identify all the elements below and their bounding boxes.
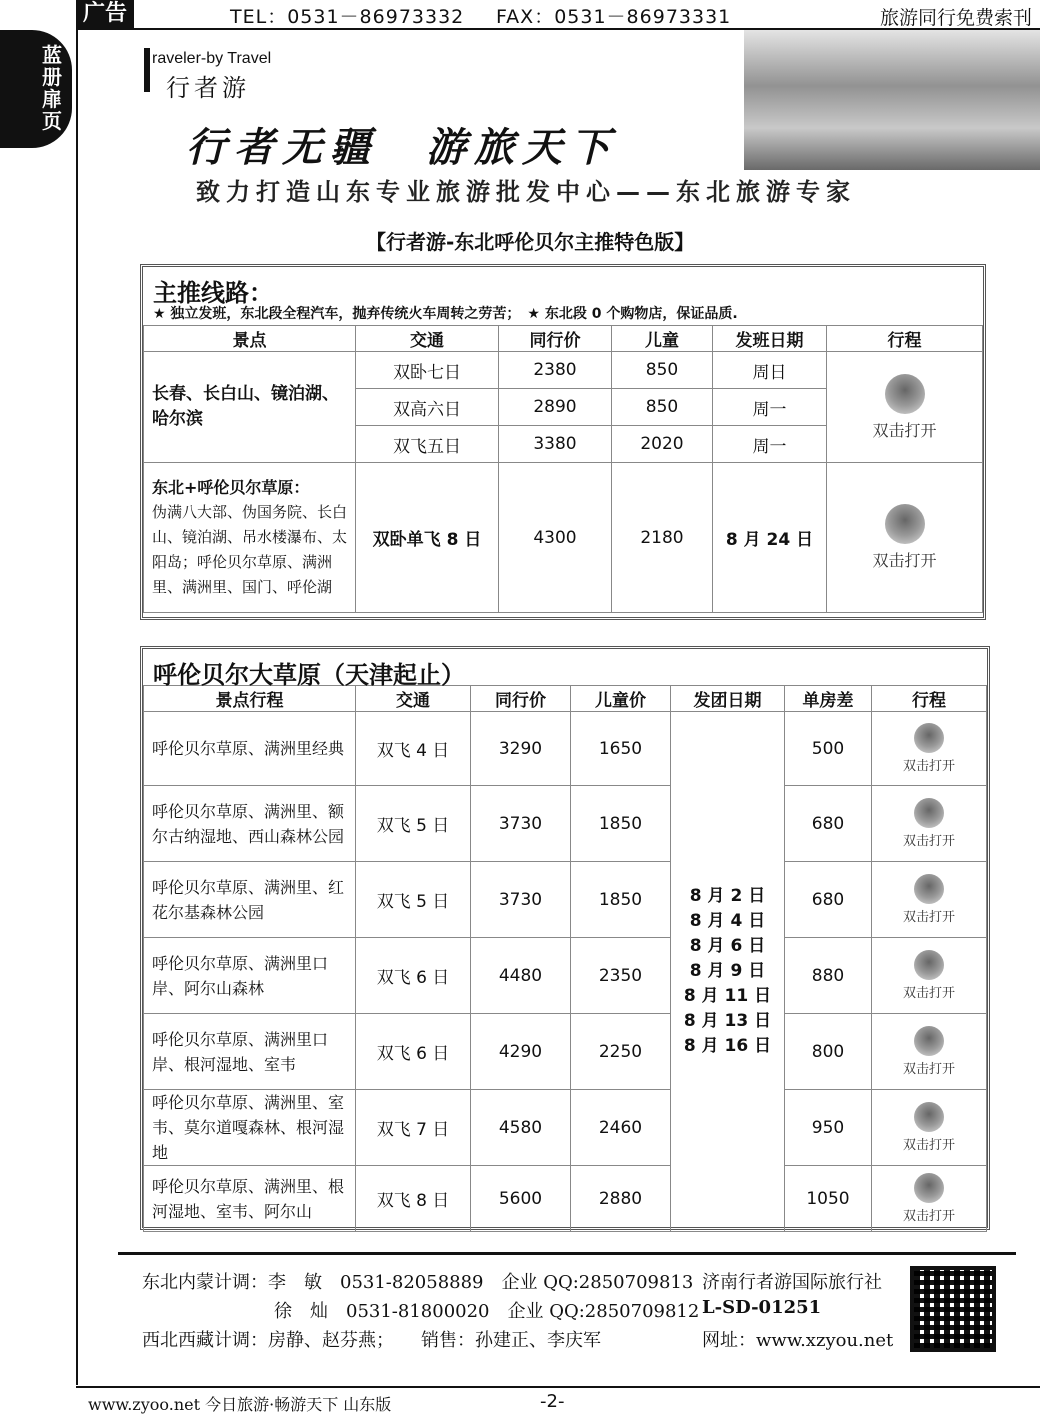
price-cell: 4290 bbox=[471, 1014, 571, 1090]
qr-code-icon bbox=[910, 1266, 996, 1352]
table-row bbox=[144, 938, 987, 1014]
price-cell: 4580 bbox=[471, 1090, 571, 1166]
frame-line bbox=[76, 30, 78, 1385]
price-cell: 3380 bbox=[499, 426, 612, 463]
open-itinerary-button[interactable]: 双击打开 bbox=[872, 786, 987, 862]
date-cell: 周一 bbox=[713, 426, 827, 463]
dates-cell bbox=[671, 712, 785, 1232]
single-cell: 500 bbox=[785, 712, 872, 786]
edition-title: 【行者游-东北呼伦贝尔主推特色版】 bbox=[366, 230, 695, 254]
camel-icon bbox=[914, 723, 944, 753]
spot-cell: 呼伦贝尔草原、满洲里、额尔古纳湿地、西山森林公园 bbox=[144, 786, 356, 862]
table-row bbox=[144, 1166, 987, 1232]
logo-english: raveler-by Travel bbox=[152, 50, 272, 67]
tel-number: TEL：0531－86973332 bbox=[230, 6, 465, 28]
date-cell: 周一 bbox=[713, 389, 827, 426]
child-cell: 2880 bbox=[571, 1166, 671, 1232]
date-item: 8 月 9 日 bbox=[689, 961, 766, 981]
date-cell: 8 月 24 日 bbox=[713, 463, 827, 613]
camel-icon bbox=[914, 874, 944, 904]
date-item: 8 月 6 日 bbox=[689, 936, 766, 956]
price-cell: 2890 bbox=[499, 389, 612, 426]
transport-cell: 双飞 7 日 bbox=[356, 1090, 471, 1166]
price-cell: 4300 bbox=[499, 463, 612, 613]
table-row bbox=[144, 463, 983, 613]
open-itinerary-button[interactable]: 双击打开 bbox=[827, 463, 983, 613]
open-itinerary-button[interactable]: 双击打开 bbox=[872, 938, 987, 1014]
table-row bbox=[144, 352, 983, 389]
spot-cell bbox=[144, 463, 356, 613]
header-price: 同行价 bbox=[499, 326, 612, 352]
contact-line-3: 西北西藏计调：房静、赵芬燕； 销售：孙建正、李庆军 bbox=[142, 1330, 601, 1351]
price-cell: 3290 bbox=[471, 712, 571, 786]
date-cell: 周日 bbox=[713, 352, 827, 389]
spot-title: 东北+呼伦贝尔草原： bbox=[152, 478, 310, 497]
child-cell: 850 bbox=[612, 352, 713, 389]
header-transport: 交通 bbox=[356, 326, 499, 352]
section-title: 呼伦贝尔大草原（天津起止） bbox=[153, 661, 465, 689]
camel-icon bbox=[914, 1026, 944, 1056]
spot-cell: 长春、长白山、镜泊湖、哈尔滨 bbox=[144, 352, 356, 463]
child-cell: 1850 bbox=[571, 862, 671, 938]
camel-icon bbox=[885, 504, 925, 544]
camel-icon bbox=[914, 950, 944, 980]
spot-cell: 呼伦贝尔草原、满洲里、室韦、莫尔道嘎森林、根河湿地 bbox=[144, 1090, 356, 1166]
child-cell: 2250 bbox=[571, 1014, 671, 1090]
index-label: 旅游同行免费索刊 bbox=[879, 7, 1032, 29]
open-itinerary-button[interactable]: 双击打开 bbox=[872, 862, 987, 938]
date-item: 8 月 4 日 bbox=[689, 911, 766, 931]
table-row bbox=[144, 786, 987, 862]
transport-cell: 双高六日 bbox=[356, 389, 499, 426]
ad-tag: 广告 bbox=[76, 0, 134, 28]
date-item: 8 月 16 日 bbox=[683, 1036, 772, 1056]
single-cell: 680 bbox=[785, 862, 872, 938]
open-itinerary-button[interactable]: 双击打开 bbox=[872, 1090, 987, 1166]
open-itinerary-button[interactable]: 双击打开 bbox=[872, 1014, 987, 1090]
footer-site: www.zyoo.net 今日旅游·畅游天下 山东版 bbox=[88, 1395, 392, 1414]
spot-detail: 伪满八大部、伪国务院、长白山、镜泊湖、吊水楼瀑布、太阳岛；呼伦贝尔草原、满洲里、满洲里、国门、呼伦湖 bbox=[152, 503, 348, 596]
single-cell: 880 bbox=[785, 938, 872, 1014]
price-cell: 4480 bbox=[471, 938, 571, 1014]
header-date: 发团日期 bbox=[671, 686, 785, 712]
spot-cell: 呼伦贝尔草原、满洲里、根河湿地、室韦、阿尔山 bbox=[144, 1166, 356, 1232]
child-cell: 2350 bbox=[571, 938, 671, 1014]
bottom-bar bbox=[76, 1386, 1040, 1413]
table-row bbox=[144, 1014, 987, 1090]
single-cell: 1050 bbox=[785, 1166, 872, 1232]
transport-cell: 双飞 5 日 bbox=[356, 786, 471, 862]
date-item: 8 月 13 日 bbox=[683, 1011, 772, 1031]
transport-cell: 双飞 5 日 bbox=[356, 862, 471, 938]
child-cell: 2460 bbox=[571, 1090, 671, 1166]
open-itinerary-button[interactable]: 双击打开 bbox=[872, 712, 987, 786]
spot-cell: 呼伦贝尔草原、满洲里口岸、根河湿地、室韦 bbox=[144, 1014, 356, 1090]
table-row bbox=[144, 1090, 987, 1166]
open-itinerary-button[interactable]: 双击打开 bbox=[827, 352, 983, 463]
section-note: ★ 独立发班，东北段全程汽车，抛弃传统火车周转之劳苦； ★ 东北段 0 个购物店，保证品质. bbox=[153, 306, 738, 322]
child-cell: 1650 bbox=[571, 712, 671, 786]
agency-name: 济南行者游国际旅行社 bbox=[702, 1272, 882, 1293]
single-cell: 680 bbox=[785, 786, 872, 862]
divider bbox=[118, 1252, 1016, 1255]
header-transport: 交通 bbox=[356, 686, 471, 712]
camel-icon bbox=[914, 1173, 944, 1203]
date-item: 8 月 11 日 bbox=[683, 986, 772, 1006]
child-cell: 1850 bbox=[571, 786, 671, 862]
child-cell: 2180 bbox=[612, 463, 713, 613]
spot-cell: 呼伦贝尔草原、满洲里经典 bbox=[144, 712, 356, 786]
header-itinerary: 行程 bbox=[827, 326, 983, 352]
table-row bbox=[144, 862, 987, 938]
header-child: 儿童价 bbox=[571, 686, 671, 712]
table-row bbox=[144, 712, 987, 786]
scenery-banner bbox=[744, 30, 1040, 170]
page-number: -2- bbox=[540, 1391, 565, 1412]
single-cell: 800 bbox=[785, 1014, 872, 1090]
single-cell: 950 bbox=[785, 1090, 872, 1166]
spot-cell: 呼伦贝尔草原、满洲里、红花尔基森林公园 bbox=[144, 862, 356, 938]
main-routes-section bbox=[140, 264, 986, 620]
section-title: 主推线路： bbox=[153, 279, 273, 307]
transport-cell: 双卧单飞 8 日 bbox=[356, 463, 499, 613]
camel-icon bbox=[885, 374, 925, 414]
transport-cell: 双飞 6 日 bbox=[356, 1014, 471, 1090]
camel-icon bbox=[914, 1102, 944, 1132]
child-cell: 2020 bbox=[612, 426, 713, 463]
fax-number: FAX：0531－86973331 bbox=[496, 6, 732, 28]
child-cell: 850 bbox=[612, 389, 713, 426]
transport-cell: 双飞 6 日 bbox=[356, 938, 471, 1014]
price-cell: 3730 bbox=[471, 786, 571, 862]
header-price: 同行价 bbox=[471, 686, 571, 712]
side-tab: 蓝册扉页 bbox=[0, 30, 72, 148]
license-number: L-SD-01251 bbox=[702, 1297, 822, 1318]
price-cell: 2380 bbox=[499, 352, 612, 389]
price-cell: 5600 bbox=[471, 1166, 571, 1232]
logo-chinese: 行者游 bbox=[166, 74, 250, 102]
slogan: 行者无疆 游旅天下 bbox=[186, 124, 618, 171]
header-itinerary: 行程 bbox=[872, 686, 987, 712]
transport-cell: 双飞五日 bbox=[356, 426, 499, 463]
transport-cell: 双卧七日 bbox=[356, 352, 499, 389]
header-child: 儿童 bbox=[612, 326, 713, 352]
hulunbuir-table bbox=[143, 685, 987, 1232]
contact-line-1: 东北内蒙计调：李 敏 0531-82058889 企业 QQ:2850709813 bbox=[142, 1272, 694, 1293]
header-single: 单房差 bbox=[785, 686, 872, 712]
transport-cell: 双飞 8 日 bbox=[356, 1166, 471, 1232]
date-item: 8 月 2 日 bbox=[689, 886, 766, 906]
open-itinerary-button[interactable]: 双击打开 bbox=[872, 1166, 987, 1232]
price-cell: 3730 bbox=[471, 862, 571, 938]
top-bar bbox=[76, 0, 1040, 30]
spot-cell: 呼伦贝尔草原、满洲里口岸、阿尔山森林 bbox=[144, 938, 356, 1014]
header-date: 发班日期 bbox=[713, 326, 827, 352]
hulunbuir-section bbox=[140, 646, 990, 1230]
transport-cell: 双飞 4 日 bbox=[356, 712, 471, 786]
camel-icon bbox=[914, 798, 944, 828]
header-spot: 景点行程 bbox=[144, 686, 356, 712]
logo-t-icon bbox=[144, 48, 150, 92]
sub-slogan: 致力打造山东专业旅游批发中心——东北旅游专家 bbox=[196, 178, 856, 206]
header-spot: 景点 bbox=[144, 326, 356, 352]
website[interactable]: 网址：www.xzyou.net bbox=[702, 1330, 894, 1351]
contact-line-2: 徐 灿 0531-81800020 企业 QQ:2850709812 bbox=[274, 1301, 700, 1322]
main-routes-table bbox=[143, 325, 983, 613]
